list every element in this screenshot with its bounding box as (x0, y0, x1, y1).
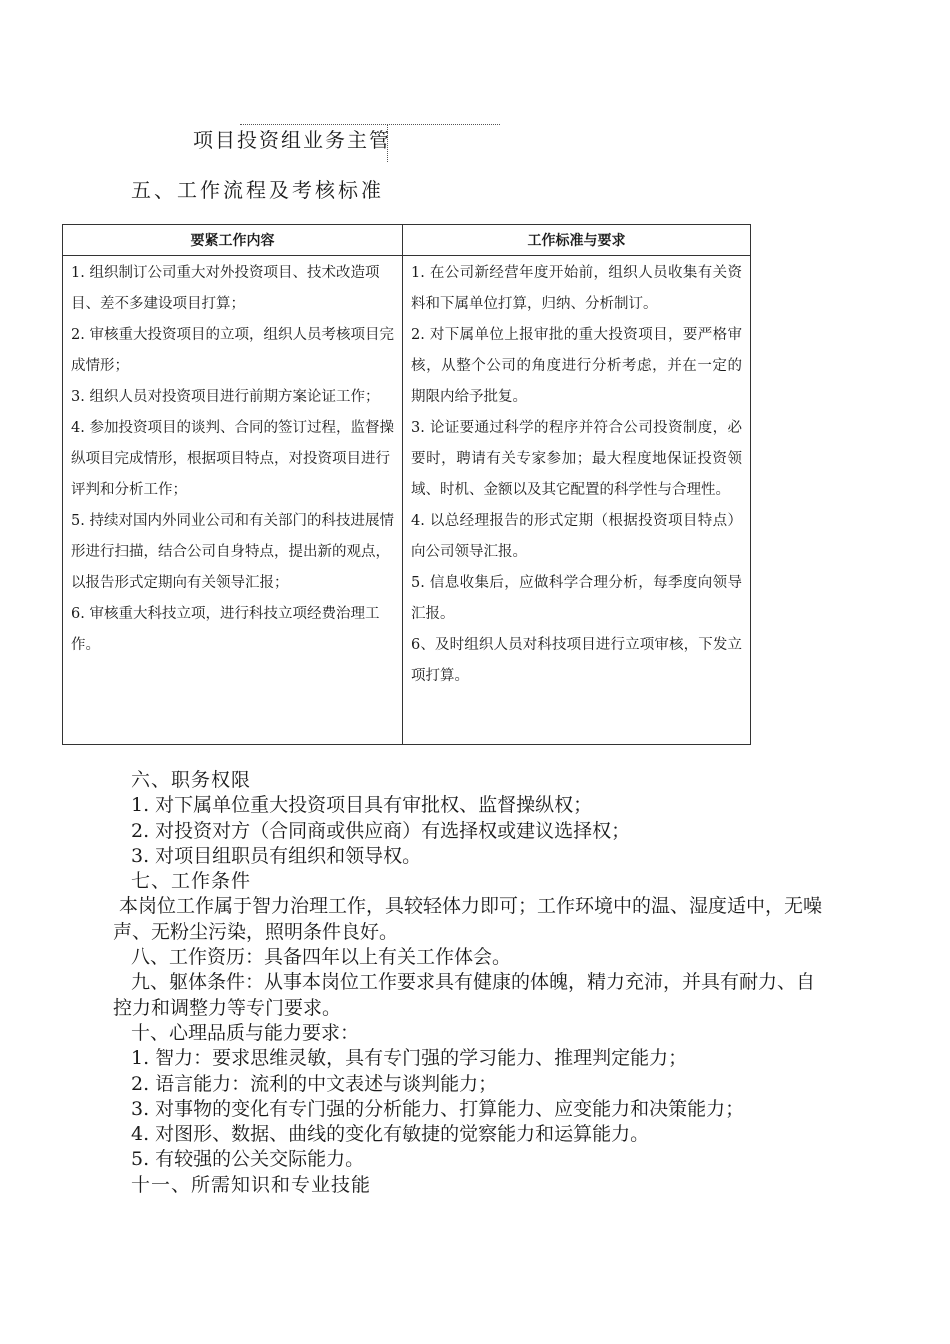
list-item: 5. 信息收集后，应做科学合理分析，每季度向领导汇报。 (411, 575, 742, 622)
list-item: 3. 论证要通过科学的程序并符合公司投资制度，必要时，聘请有关专家参加；最大程度地保证投资领域、时机、金额以及其它配置的科学性与合理性。 (411, 420, 742, 498)
standards-cell (403, 256, 751, 745)
list-item: 4. 以总经理报告的形式定期（根据投资项目特点）向公司领导汇报。 (411, 513, 742, 560)
authority-item-1: 1. 对下属单位重大投资项目具有审批权、监督操纵权； (131, 794, 593, 817)
ability-item-4: 4. 对图形、数据、曲线的变化有敏捷的觉察能力和运算能力。 (131, 1123, 650, 1146)
list-item: 1. 在公司新经营年度开始前，组织人员收集有关资料和下属单位打算，归纳、分析制订。 (411, 265, 742, 312)
list-item: 2. 审核重大投资项目的立项，组织人员考核项目完成情形； (71, 327, 394, 374)
list-item: 6、及时组织人员对科技项目进行立项审核，下发立项打算。 (411, 637, 742, 684)
ability-item-3: 3. 对事物的变化有专门强的分析能力、打算能力、应变能力和决策能力； (131, 1097, 745, 1120)
section-seven-heading: 七、工作条件 (131, 870, 252, 893)
section-eight-text: 八、工作资历：具备四年以上有关工作体会。 (131, 946, 512, 969)
section-nine-text: 九、躯体条件：从事本岗位工作要求具有健康的体魄，精力充沛，并具有耐力、自控力和调整力等专门要求。 (113, 971, 816, 1019)
list-item: 5. 持续对国内外同业公司和有关部门的科技进展情形进行扫描，结合公司自身特点，提出新的观点，以报告形式定期向有关领导汇报； (71, 513, 394, 591)
section-six-heading: 六、职务权限 (131, 769, 252, 791)
list-item: 2. 对下属单位上报审批的重大投资项目，要严格审核，从整个公司的角度进行分析考虑，并在一定的期限内给予批复。 (411, 327, 742, 405)
table-row (63, 256, 751, 745)
section-five-heading: 五、工作流程及考核标准 (131, 178, 384, 202)
section-ten-heading: 十、心理品质与能力要求： (131, 1021, 360, 1044)
column-header-standards: 工作标准与要求 (403, 225, 751, 256)
work-process-table (62, 224, 751, 745)
position-title: 项目投资组业务主管 (193, 128, 391, 152)
table-header-row (63, 225, 751, 256)
ability-item-1: 1. 智力：要求思维灵敏，具有专门强的学习能力、推理判定能力； (131, 1047, 688, 1070)
authority-item-3: 3. 对项目组职员有组织和领导权。 (131, 844, 422, 867)
ability-item-2: 2. 语言能力：流利的中文表述与谈判能力； (131, 1072, 498, 1095)
authority-item-2: 2. 对投资对方（合同商或供应商）有选择权或建议选择权； (131, 819, 631, 842)
list-item: 6. 审核重大科技立项，进行科技立项经费治理工作。 (71, 606, 380, 653)
list-item: 1. 组织制订公司重大对外投资项目、技术改造项目、差不多建设项目打算； (71, 265, 380, 312)
document-body (113, 768, 825, 1198)
section-eleven-heading: 十一、所需知识和专业技能 (131, 1173, 372, 1196)
column-header-main-work: 要紧工作内容 (63, 225, 403, 256)
list-item: 3. 组织人员对投资项目进行前期方案论证工作； (71, 389, 380, 405)
ability-item-5: 5. 有较强的公关交际能力。 (131, 1148, 365, 1171)
main-work-cell (63, 256, 403, 745)
list-item: 4. 参加投资项目的谈判、合同的签订过程，监督操纵项目完成情形，根据项目特点，对投资项目进行评判和分析工作； (71, 420, 394, 498)
work-conditions-text: 本岗位工作属于智力治理工作，具较轻体力即可；工作环境中的温、湿度适中，无噪声、无粉尘污染，照明条件良好。 (113, 895, 823, 943)
